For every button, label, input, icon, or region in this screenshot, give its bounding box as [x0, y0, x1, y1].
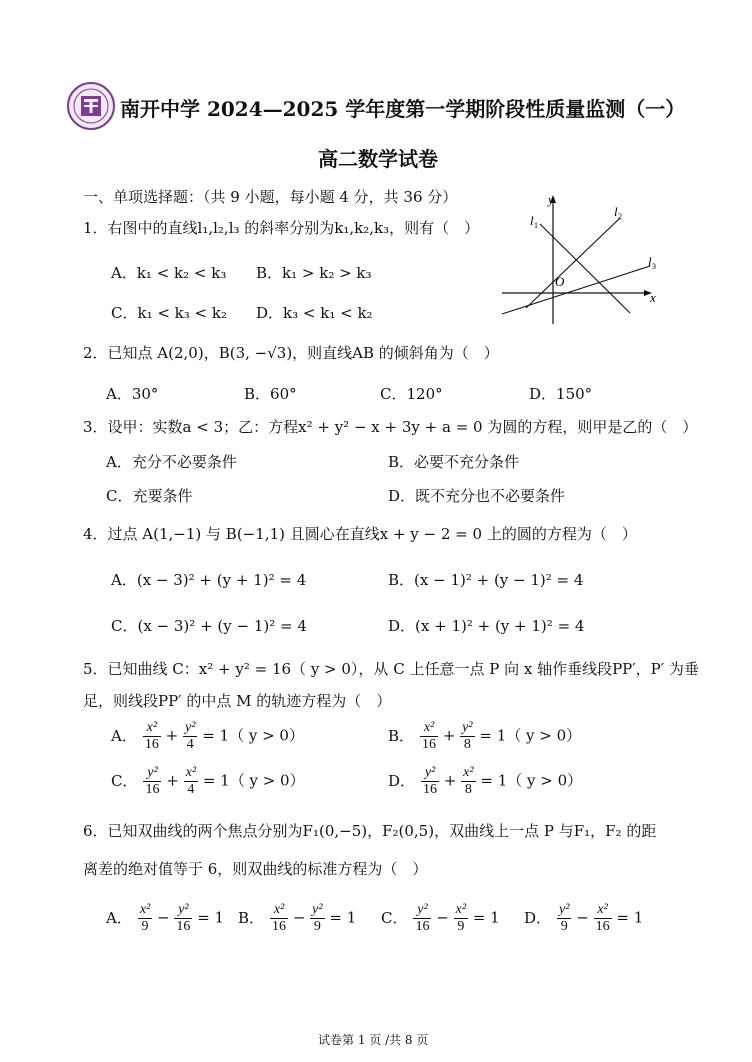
l1-subscript: 1 [534, 221, 538, 230]
fraction: $\frac{\text{x²}}{16}$ [272, 902, 287, 934]
q2-option-d: D．150° [529, 385, 593, 403]
q6-option-b: B． $\frac{\text{x²}}{16}$ − $\frac{\text{y²}}{9}$ = 1 [238, 902, 357, 934]
q5-option-b: B． $\frac{\text{x²}}{16}$ + $\frac{\text{y²}}{8}$ = 1（ y > 0） [388, 720, 582, 752]
q3-option-a: A．充分不必要条件 [106, 453, 237, 471]
fraction: $\frac{\text{y²}}{16}$ [423, 765, 438, 797]
fraction: $\frac{\text{y²}}{4}$ [184, 720, 196, 752]
q2-option-a: A．30° [106, 385, 159, 403]
option-label: B． [238, 908, 265, 927]
fraction: $\frac{\text{x²}}{9}$ [139, 902, 151, 934]
q3-stem: 3．设甲：实数a < 3；乙：方程x² + y² − x + 3y + a = 0 为圆的方程，则甲是乙的（ ） [83, 418, 698, 436]
fraction: $\frac{\text{x²}}{8}$ [463, 765, 474, 797]
page-number: 试卷第 1 页 /共 8 页 [318, 1033, 429, 1047]
q3-option-d: D．既不充分也不必要条件 [388, 487, 566, 505]
fraction: $\frac{\text{x²}}{4}$ [185, 765, 197, 797]
fraction: $\frac{\text{y²}}{8}$ [462, 720, 473, 752]
q4-option-b: B．(x − 1)² + (y − 1)² = 4 [388, 571, 584, 589]
exam-title: 南开中学 2024—2025 学年度第一学期阶段性质量监测（一） [120, 97, 686, 121]
fraction: $\frac{\text{x²}}{16}$ [144, 720, 159, 752]
q2-stem: 2．已知点 A(2,0)，B(3, −√3)，则直线AB 的倾斜角为（ ） [83, 344, 499, 362]
q6-option-c: C． $\frac{\text{y²}}{16}$ − $\frac{\text{x²}}{9}$ = 1 [381, 902, 500, 934]
q1-option-a: A．k₁ < k₂ < k₃ [111, 264, 227, 282]
option-label: C． [111, 771, 138, 790]
q1-option-b: B．k₁ > k₂ > k₃ [256, 264, 372, 282]
q5-stem-line1: 5．已知曲线 C：x² + y² = 16（ y > 0），从 C 上任意一点 P 向 x 轴作垂线段PP′，P′ 为垂 [83, 660, 699, 678]
option-label: B． [388, 726, 415, 745]
q5-option-d: D． $\frac{\text{y²}}{16}$ + $\frac{\text{x²}}{8}$ = 1（ y > 0） [388, 765, 583, 797]
q6-option-d: D． $\frac{\text{y²}}{9}$ − $\frac{\text{x²}}{16}$ = 1 [524, 902, 644, 934]
line-l2 [526, 218, 620, 308]
l1-label: l [530, 213, 534, 228]
q2-option-c: C．120° [380, 385, 443, 403]
l3-subscript: 3 [652, 262, 656, 271]
q3-option-b: B．必要不充分条件 [388, 453, 520, 471]
q6-stem-line1: 6．已知双曲线的两个焦点分别为F₁(0,−5)，F₂(0,5)，双曲线上一点 P 与F₁，F₂ 的距 [83, 822, 657, 840]
q3-option-c: C．充要条件 [106, 487, 193, 505]
fraction: $\frac{\text{x²}}{16}$ [422, 720, 437, 752]
q5-option-a: A． $\frac{\text{x²}}{16}$ + $\frac{\text{y²}}{4}$ = 1（ y > 0） [111, 720, 304, 752]
option-label: A． [106, 908, 132, 927]
q2-option-b: B．60° [244, 385, 297, 403]
option-label: A． [111, 726, 137, 745]
fraction: $\frac{\text{y²}}{16}$ [415, 902, 430, 934]
fraction: $\frac{\text{y²}}{9}$ [312, 902, 323, 934]
y-axis-label: y [548, 192, 554, 207]
q5-stem-line2: 足，则线段PP′ 的中点 M 的轨迹方程为（ ） [83, 692, 392, 710]
option-label: D． [388, 771, 416, 790]
q5-option-c: C． $\frac{\text{y²}}{16}$ + $\frac{\text{x²}}{4}$ = 1（ y > 0） [111, 765, 305, 797]
q4-option-d: D．(x + 1)² + (y + 1)² = 4 [388, 617, 585, 635]
l3-label: l [648, 254, 652, 269]
line-l3 [502, 266, 650, 314]
origin-label: O [555, 274, 565, 289]
exam-subtitle: 高二数学试卷 [318, 147, 438, 171]
q1-option-c: C．k₁ < k₃ < k₂ [111, 304, 227, 322]
l2-label: l [614, 204, 618, 219]
q6-stem-line2: 离差的绝对值等于 6，则双曲线的标准方程为（ ） [83, 860, 428, 878]
q1-stem: 1．右图中的直线l₁,l₂,l₃ 的斜率分别为k₁,k₂,k₃，则有（ ） [83, 219, 480, 237]
fraction: $\frac{\text{x²}}{16}$ [595, 902, 610, 934]
fraction: $\frac{\text{x²}}{9}$ [455, 902, 467, 934]
fraction: $\frac{\text{y²}}{16}$ [145, 765, 160, 797]
fraction: $\frac{\text{y²}}{16}$ [176, 902, 191, 934]
option-label: D． [524, 908, 552, 927]
q4-option-a: A．(x − 3)² + (y + 1)² = 4 [111, 571, 307, 589]
option-label: C． [381, 908, 408, 927]
fraction: $\frac{\text{y²}}{9}$ [559, 902, 570, 934]
school-seal-icon [66, 81, 116, 131]
q4-option-c: C．(x − 3)² + (y − 1)² = 4 [111, 617, 307, 635]
q4-stem: 4．过点 A(1,−1) 与 B(−1,1) 且圆心在直线x + y − 2 = 0 上的圆的方程为（ ） [83, 525, 637, 543]
x-axis-label: x [650, 290, 656, 305]
q1-line-diagram [498, 190, 668, 330]
q1-option-d: D．k₃ < k₁ < k₂ [256, 304, 373, 322]
q6-option-a: A． $\frac{\text{x²}}{9}$ − $\frac{\text{y²}}{16}$ = 1 [106, 902, 225, 934]
section-heading: 一、单项选择题：（共 9 小题，每小题 4 分，共 36 分） [83, 188, 458, 206]
l2-subscript: 2 [618, 212, 622, 221]
